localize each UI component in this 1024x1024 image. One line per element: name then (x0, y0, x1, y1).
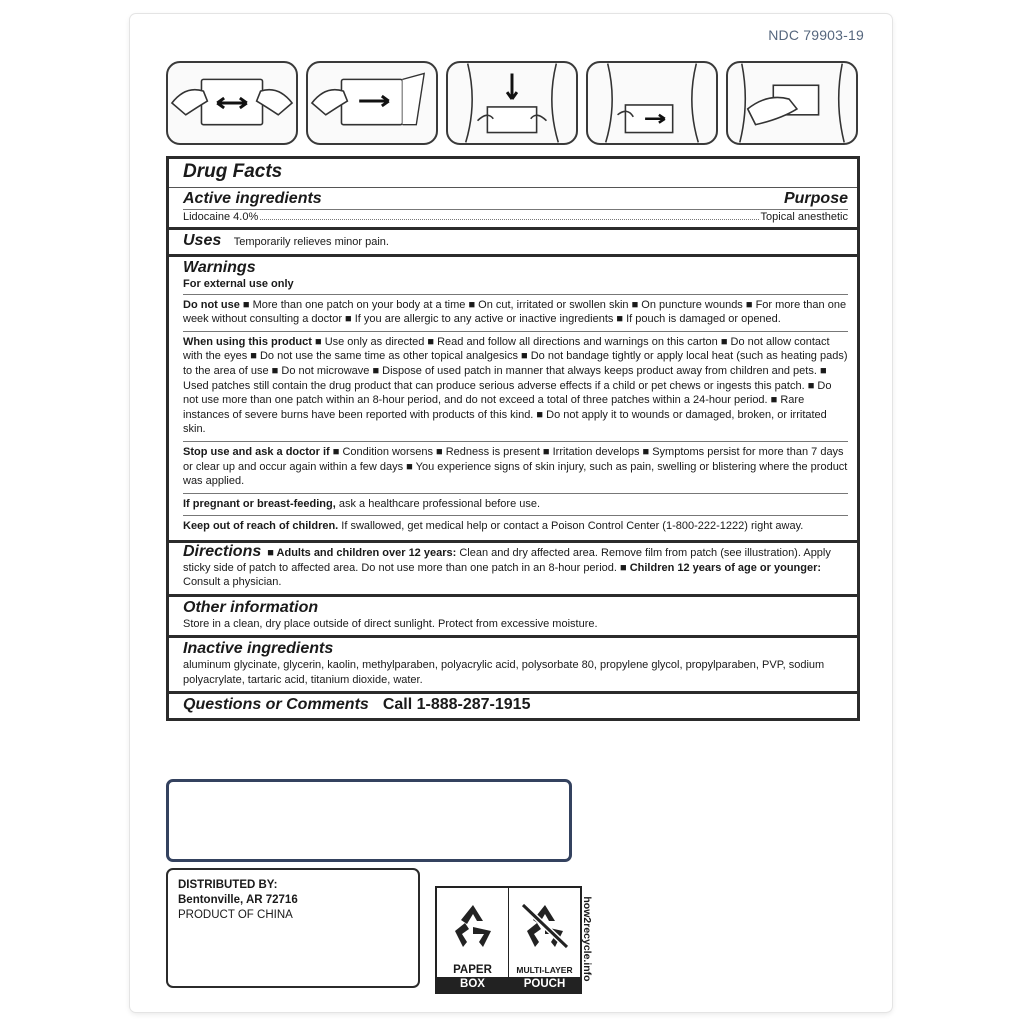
recycle-right-top: MULTI-LAYER (516, 965, 573, 975)
press-patch-icon (588, 63, 716, 143)
questions-header: Questions or Comments (183, 696, 369, 714)
lot-expiry-blank-box (166, 779, 572, 862)
inactive-ingredients-section (169, 635, 857, 691)
questions-section (169, 691, 857, 718)
drug-facts-title-section (169, 159, 857, 187)
directions-adults-text: Clean and dry affected area. Remove film from patch (see illustration). Apply sticky side of patch to affected area. Do not use more than one patch in an 8-hour period. (183, 546, 831, 574)
purpose-header: Purpose (783, 190, 848, 207)
ndc-number: NDC 79903-19 (768, 27, 864, 43)
peel-film-icon (308, 63, 436, 143)
warnings-header: Warnings (183, 259, 256, 276)
uses-text: Temporarily relieves minor pain. (233, 236, 389, 248)
external-use-note: For external use only (183, 278, 294, 290)
stop-use-label: Stop use and ask a doctor if (183, 445, 330, 458)
inactive-ingredients-text: aluminum glycinate, glycerin, kaolin, methylparaben, polyacrylic acid, polysorbate 80, propylene glycol, propylparaben, PVP, sodium polyacrylate, tartaric acid, titanium dioxide, water. (183, 659, 825, 686)
other-information-section (169, 594, 857, 636)
when-using-block (183, 331, 848, 439)
recycle-left-bottom: BOX (437, 977, 508, 992)
keep-from-children-label: Keep out of reach of children. (183, 520, 339, 533)
not-recyclable-icon (519, 901, 571, 951)
recycle-icon (447, 901, 499, 951)
how2recycle-label (435, 886, 582, 994)
directions-adults-label: ■ Adults and children over 12 years: (267, 546, 457, 559)
product-origin: PRODUCT OF CHINA (178, 909, 293, 921)
uses-header: Uses (183, 232, 222, 249)
recycle-right-bottom: POUCH (509, 977, 580, 992)
pregnancy-block (183, 493, 848, 514)
active-ingredient-row (183, 209, 848, 223)
application-illustrations (166, 61, 858, 145)
directions-header: Directions (183, 542, 262, 560)
illustration-step-2 (306, 61, 438, 145)
recycle-left-top: PAPER (453, 964, 492, 976)
do-not-use-label: Do not use (183, 298, 240, 311)
stop-use-block (183, 441, 848, 491)
recycle-paper-box (437, 888, 508, 992)
other-information-text: Store in a clean, dry place outside of direct sunlight. Protect from excessive moisture. (183, 617, 598, 630)
questions-phone: Call 1-888-287-1915 (382, 696, 531, 714)
illustration-step-3 (446, 61, 578, 145)
illustration-step-5 (726, 61, 858, 145)
directions-children-label: ■ Children 12 years of age or younger: (620, 561, 822, 574)
when-using-label: When using this product (183, 335, 312, 348)
distributor-city: Bentonville, AR 72716 (178, 894, 298, 906)
pregnancy-text: ask a healthcare professional before use. (335, 497, 541, 510)
distributor-box (166, 868, 420, 988)
other-information-header: Other information (183, 598, 319, 616)
drug-facts-title: Drug Facts (183, 161, 283, 182)
recycle-multilayer-pouch (508, 888, 580, 992)
when-using-text: ■ Use only as directed ■ Read and follow all directions and warnings on this carton ■ Do not allow contact with the eyes ■ Do not use the same time as other topical analgesics ■ Do not bandage tightly or apply local heat (such as heating pads) to the area of use ■ Do not microwave ■ Dispose of used patch in manner that always keeps product away from children and pets. ■ Used patches still contain the drug product that can produce serious adverse effects if a child or pet chews or ingests this patch. ■ Do not use more than one patch within an 8-hour period, and do not exceed a total of three patches within a 24-hour period. ■ Rare instances of severe burns have been reported with products of this kind. ■ Do not apply it to wounds or damaged, broken, or irritated skin. (183, 335, 848, 436)
keep-from-children-text: If swallowed, get medical help or contact a Poison Control Center (1-800-222-1222) right away. (338, 520, 804, 533)
active-ingredients-section (169, 187, 857, 227)
directions-children-text: Consult a physician. (183, 576, 282, 589)
illustration-step-1 (166, 61, 298, 145)
active-purpose: Topical anesthetic (760, 211, 848, 223)
dotted-leader (260, 219, 758, 220)
smooth-patch-icon (728, 63, 856, 143)
drug-facts-panel (166, 156, 860, 721)
hands-stretch-patch-icon (168, 63, 296, 143)
directions-section (169, 540, 857, 594)
do-not-use-block (183, 294, 848, 329)
keep-from-children-block (183, 515, 848, 536)
stop-use-text: ■ Condition worsens ■ Redness is present ■ Irritation develops ■ Symptoms persist for more than 7 days or clear up and occur again within a few days ■ You experience signs of skin injury, such as pain, swelling or blistering where the product was applied. (183, 445, 848, 488)
active-ingredients-header: Active ingredients (183, 190, 322, 207)
inactive-ingredients-header: Inactive ingredients (183, 640, 334, 658)
distributed-by-label: DISTRIBUTED BY: (178, 879, 278, 891)
pregnancy-label: If pregnant or breast-feeding, (183, 497, 336, 510)
uses-section (169, 227, 857, 254)
illustration-step-4 (586, 61, 718, 145)
apply-to-back-icon (448, 63, 576, 143)
carton-back-panel (130, 14, 892, 1012)
recycle-site-text: how2recycle.info (581, 896, 593, 982)
warnings-section (169, 254, 857, 540)
do-not-use-text: ■ More than one patch on your body at a time ■ On cut, irritated or swollen skin ■ On puncture wounds ■ For more than one week without consulting a doctor ■ If you are allergic to any active or inactive ingredients ■ If pouch is damaged or opened. (183, 298, 847, 326)
recycle-site (580, 888, 594, 990)
active-ingredient: Lidocaine 4.0% (183, 211, 259, 223)
